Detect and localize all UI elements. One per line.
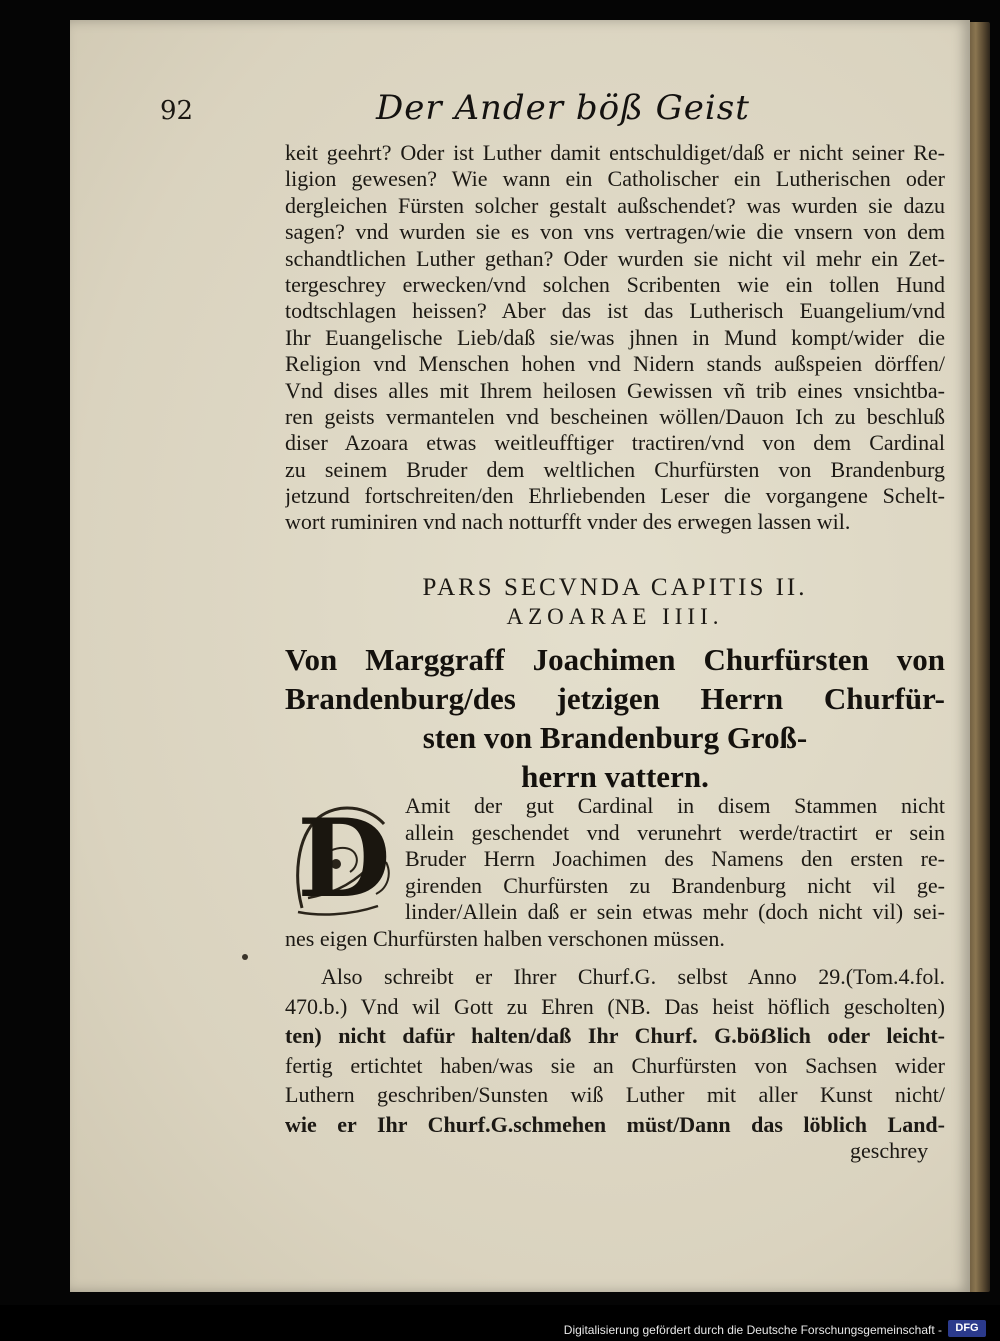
text-line: Vnd dises alles mit Ihrem heilosen Gewissen vñ trib eines vnsichtba- (285, 377, 945, 403)
text-line: sagen? vnd wurden sie es von vns vertragen/wie die vnsern von dem (285, 219, 945, 245)
text-line: linder/Allein daß er sein etwas mehr (doch nicht vil) sei- (405, 899, 945, 925)
text-line: diser Azoara etwas weitleufftiger tractiren/vnd von dem Cardinal (285, 430, 945, 456)
section-heading: PARS SECVNDA CAPITIS II. (422, 574, 808, 601)
running-title: Der Ander böß Geist (376, 88, 750, 128)
chapter-title-line: sten von Brandenburg Groß- (422, 720, 808, 755)
margin-mark (242, 954, 248, 960)
dfg-logo: DFG (948, 1320, 986, 1337)
text-line: 470.b.) Vnd wil Gott zu Ehren (NB. Das heist höflich gescholten) (285, 993, 945, 1019)
text-line: ligion gewesen? Wie wann ein Catholischer ein Lutherischen oder (285, 166, 945, 192)
text-line: nes eigen Churfürsten halben verschonen müssen. (285, 925, 725, 951)
text-line: ren geists vermantelen vnd bescheinen wöllen/Dauon Ich zu beschluß (285, 403, 945, 429)
body-paragraph-2 (285, 793, 945, 953)
text-line: Also schreibt er Ihrer Churf.G. selbst Anno 29.(Tom.4.fol. (321, 964, 945, 989)
running-head (160, 82, 920, 142)
text-line: allein geschendet vnd verunehrt werde/tractirt er sein (405, 819, 945, 845)
initial-letter: D (297, 796, 391, 922)
text-line: zu seinem Bruder dem weltlichen Churfürsten von Brandenburg (285, 456, 945, 482)
chapter-title-line: Brandenburg/des jetzigen Herrn Churfür- (285, 681, 945, 716)
text-line: Amit der gut Cardinal in disem Stammen nicht (405, 793, 945, 818)
text-line: keit geehrt? Oder ist Luther damit entschuldiget/daß er nicht seiner Re- (285, 140, 945, 165)
page-number: 92 (160, 96, 194, 126)
text-line: tergeschrey erwecken/vnd solchen Scribenten wie ein tollen Hund (285, 271, 945, 297)
body-paragraph (285, 140, 945, 536)
text-line: dergleichen Fürsten solcher gestalt außschendet? was wurden sie dazu (285, 192, 945, 218)
chapter-title-line: Von Marggraff Joachimen Churfürsten von (285, 642, 945, 677)
book-cover-edge (968, 22, 990, 1292)
text-line: Bruder Herrn Joachimen des Namens den ersten re- (405, 846, 945, 872)
text-line: jetzund fortschreiten/den Ehrliebenden Leser die vorgangene Schelt- (285, 483, 945, 509)
text-line: todtschlagen heissen? Aber das ist das Lutherisch Euangelium/vnd (285, 298, 945, 324)
text-line: wort ruminiren vnd nach notturfft vnder des erwegen lassen wil. (285, 509, 851, 535)
catchword: geschrey (850, 1138, 929, 1163)
text-line: fertig ertichtet haben/was sie an Churfürsten von Sachsen wider (285, 1052, 945, 1078)
section-subheading: AZOARAE IIII. (506, 604, 724, 629)
text-line: schandtlichen Luther gethan? Oder wurden sie nicht vil mehr ein Zet- (285, 245, 945, 271)
text-line: ten) nicht dafür halten/daß Ihr Churf. G.böẞlich oder leicht- (285, 1023, 945, 1048)
chapter-title (285, 640, 945, 796)
text-line: Religion vnd Menschen hohen vnd Nidern stands außspeien dörffen/ (285, 351, 945, 377)
body-paragraph-3 (285, 962, 945, 1139)
footer-bar (0, 1305, 1000, 1341)
text-line: Luthern geschriben/Sunsten wiß Luther mit aller Kunst nicht/ (285, 1082, 945, 1107)
text-line: Ihr Euangelische Lieb/daß sie/was jhnen in Mund kompt/wider die (285, 324, 945, 350)
text-line: girenden Churfürsten zu Brandenburg nicht vil ge- (405, 872, 945, 898)
chapter-title-line: herrn vattern. (521, 759, 709, 794)
text-line: wie er Ihr Churf.G.schmehen müst/Dann das löblich Land- (285, 1111, 945, 1137)
funding-credit: Digitalisierung gefördert durch die Deutsche Forschungsgemeinschaft - (563, 1323, 942, 1337)
